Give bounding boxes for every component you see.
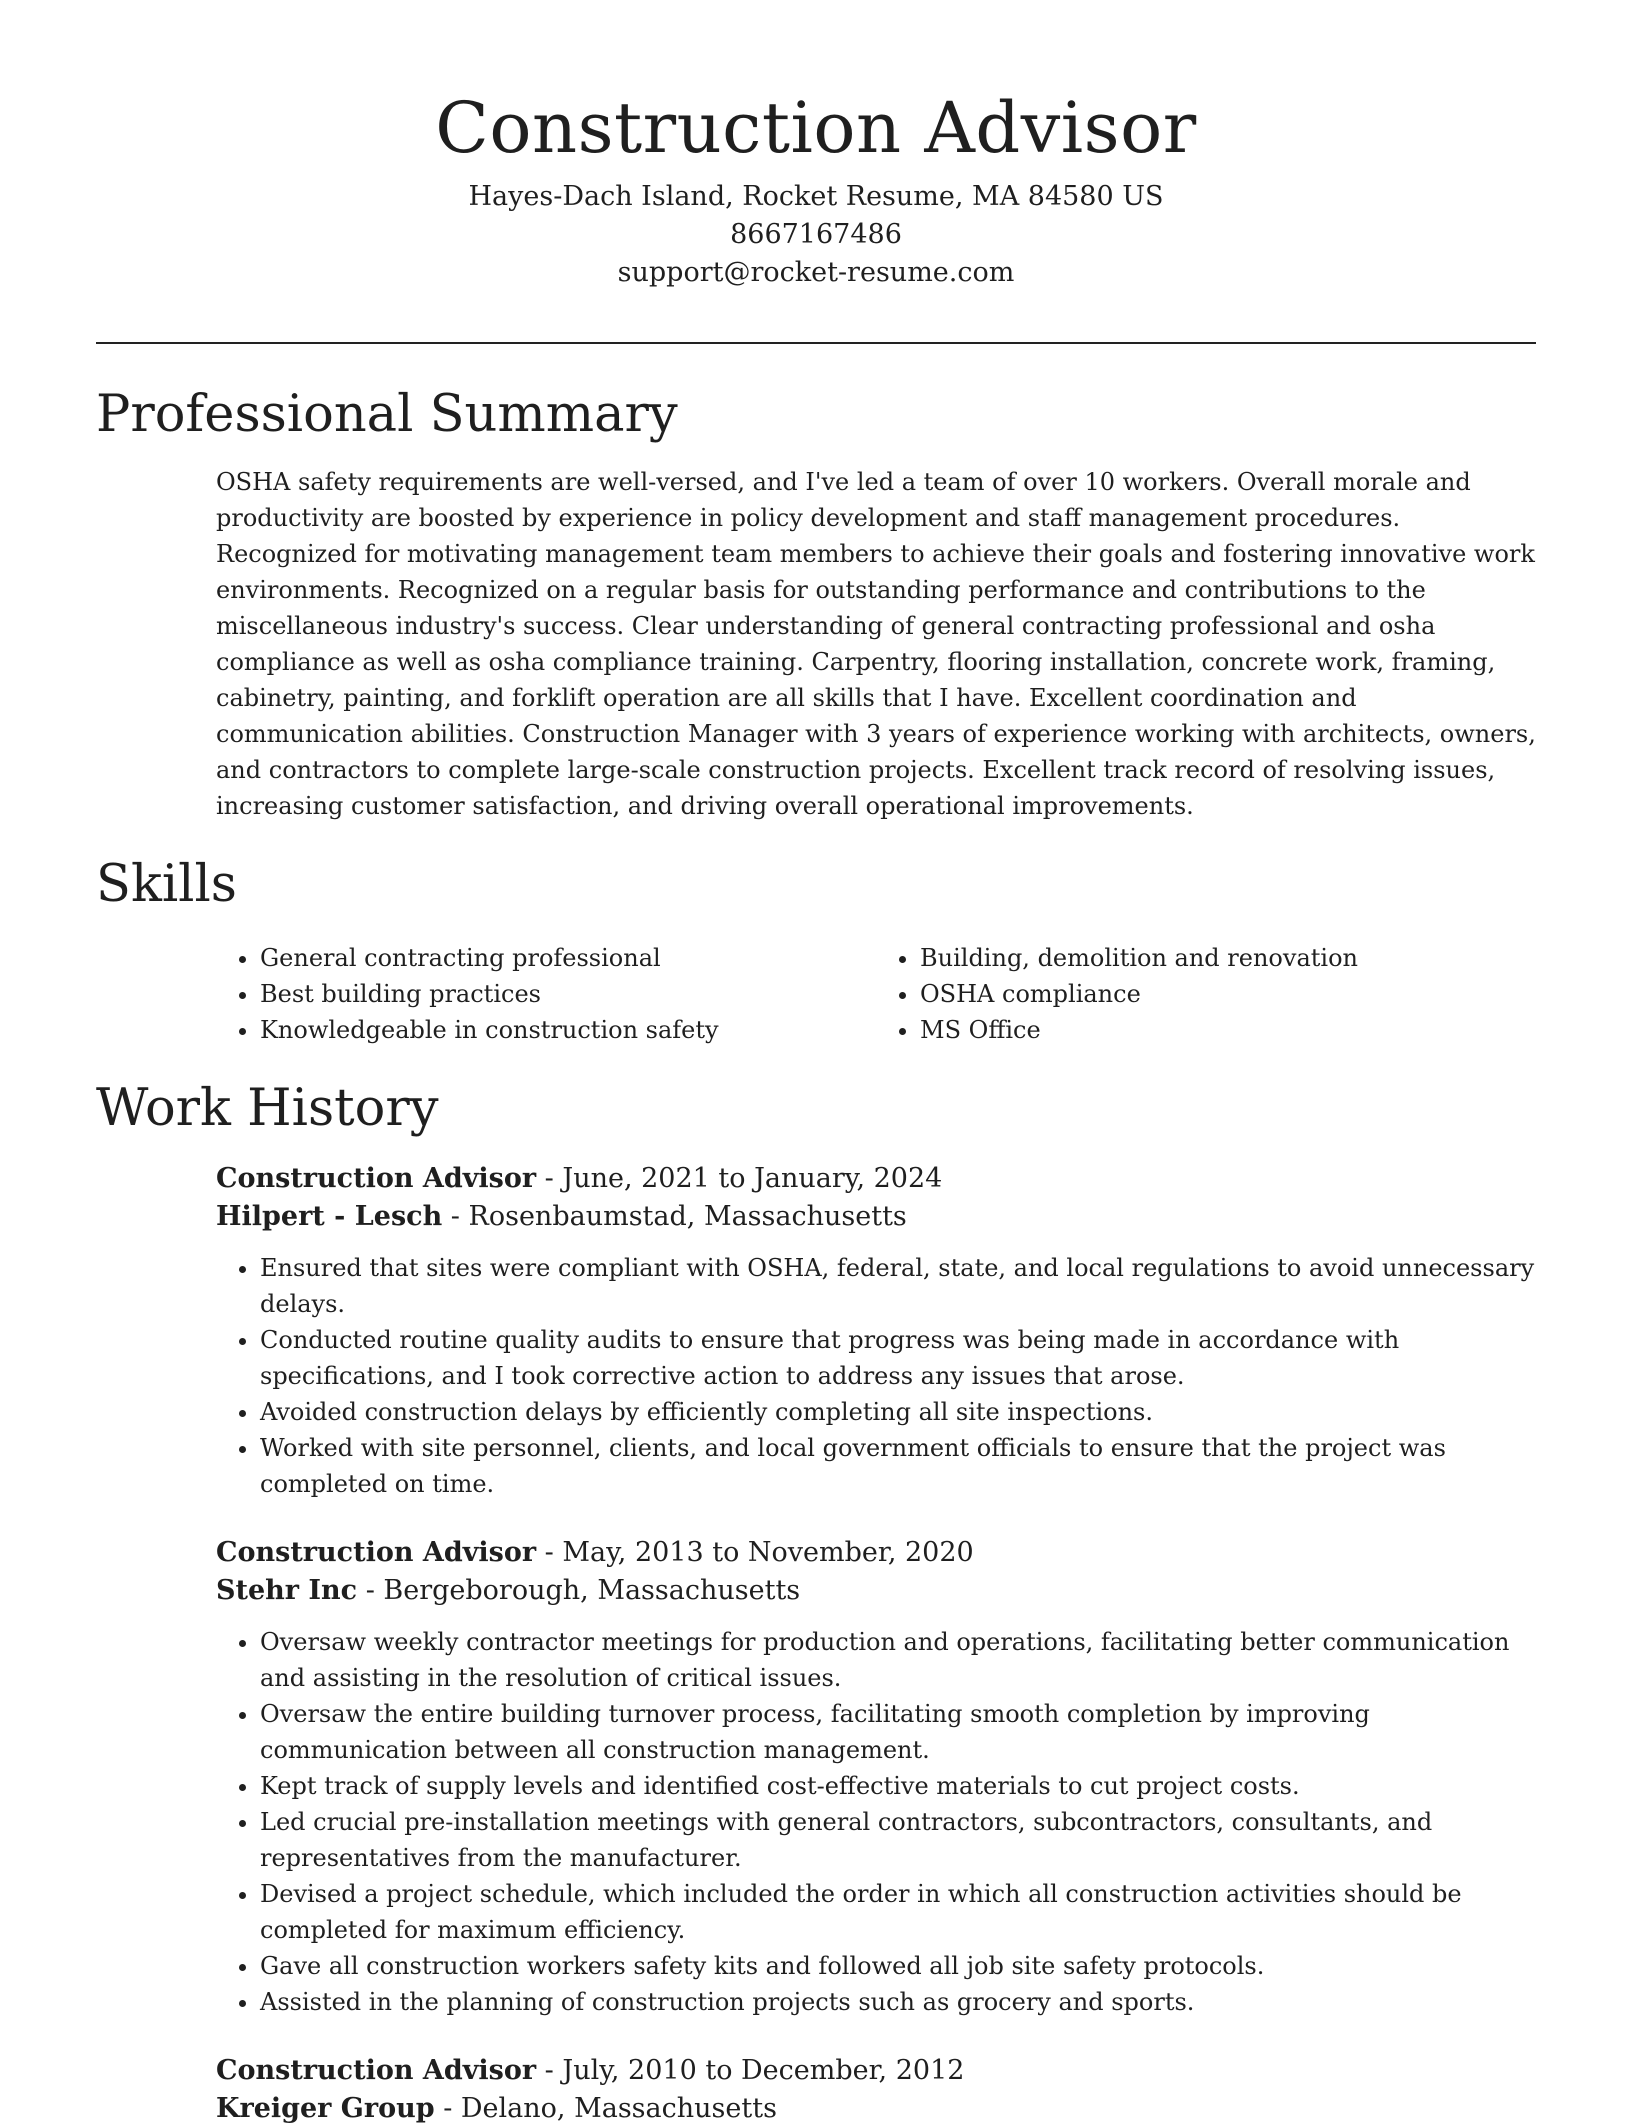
header-divider xyxy=(96,342,1536,344)
company-location: - Delano, Massachusetts xyxy=(434,2093,777,2124)
section-heading-skills: Skills xyxy=(96,855,237,914)
contact-info xyxy=(0,178,1632,292)
skill-item: • Building, demolition and renovation xyxy=(920,940,1536,976)
skill-item: • Knowledgeable in construction safety xyxy=(260,1012,876,1048)
job-bullet: • Avoided construction delays by efficiently completing all site inspections. xyxy=(260,1394,1536,1430)
company-location: - Bergeborough, Massachusetts xyxy=(357,1575,801,1606)
job-bullets xyxy=(216,1624,1536,2020)
skill-item: • General contracting professional xyxy=(260,940,876,976)
job-bullet: • Ensured that sites were compliant with OSHA, federal, state, and local regulations to avoid unnecessary delays. xyxy=(260,1250,1536,1322)
job-role: Construction Advisor xyxy=(216,1163,537,1194)
job-bullet: • Gave all construction workers safety kits and followed all job site safety protocols. xyxy=(260,1948,1536,1984)
phone-number: 8667167486 xyxy=(730,219,902,250)
candidate-name: Construction Advisor xyxy=(435,87,1197,169)
job-role: Construction Advisor xyxy=(216,1537,537,1568)
summary-text: OSHA safety requirements are well-versed, and I've led a team of over 10 workers. Overall morale and productivity are boosted by experience in policy development and staff management procedures. Recognized for motivating management team members to achieve their goals and fostering innovative work environments. Recognized on a regular basis for outstanding performance and contributions to the miscellaneous industry's success. Clear understanding of general contracting professional and osha compliance as well as osha compliance training. Carpentry, flooring installation, concrete work, framing, cabinetry, painting, and forklift operation are all skills that I have. Excellent coordination and communication abilities. Construction Manager with 3 years of experience working with architects, owners, and contractors to complete large-scale construction projects. Excellent track record of resolving issues, increasing customer satisfaction, and driving overall operational improvements. xyxy=(216,468,1536,820)
job-entry xyxy=(216,2052,1536,2128)
job-title-line xyxy=(216,1534,1536,1572)
skills-column-2 xyxy=(876,940,1536,1048)
job-dates: - July, 2010 to December, 2012 xyxy=(536,2055,965,2086)
skill-item: • Best building practices xyxy=(260,976,876,1012)
job-title-line xyxy=(216,1160,1536,1198)
skills-section xyxy=(96,848,1536,1048)
job-title-line xyxy=(216,2052,1536,2090)
job-entry xyxy=(216,1160,1536,1502)
job-company-line xyxy=(216,1572,1536,1610)
section-heading-work-history: Work History xyxy=(96,1079,439,1138)
company-location: - Rosenbaumstad, Massachusetts xyxy=(442,1201,907,1232)
company-name: Hilpert - Lesch xyxy=(216,1201,443,1232)
email-address: support@rocket-resume.com xyxy=(617,257,1015,288)
job-bullet: • Led crucial pre-installation meetings with general contractors, subcontractors, consultants, and representatives from the manufacturer. xyxy=(260,1804,1536,1876)
address: Hayes-Dach Island, Rocket Resume, MA 84580 US xyxy=(468,181,1164,212)
job-bullets xyxy=(216,1250,1536,1502)
job-bullet: • Devised a project schedule, which included the order in which all construction activities should be completed for maximum efficiency. xyxy=(260,1876,1536,1948)
job-bullet: • Worked with site personnel, clients, and local government officials to ensure that the project was completed on time. xyxy=(260,1430,1536,1502)
job-company-line xyxy=(216,1198,1536,1236)
skill-item: • MS Office xyxy=(920,1012,1536,1048)
skill-item: • OSHA compliance xyxy=(920,976,1536,1012)
section-heading-summary: Professional Summary xyxy=(96,385,678,444)
professional-summary-section xyxy=(96,378,1536,824)
work-history-section xyxy=(96,1072,1536,2128)
skills-column-1 xyxy=(216,940,876,1048)
skills-list xyxy=(216,940,1536,1048)
job-role: Construction Advisor xyxy=(216,2055,537,2086)
job-bullet: • Conducted routine quality audits to ensure that progress was being made in accordance with specifications, and I took corrective action to address any issues that arose. xyxy=(260,1322,1536,1394)
job-bullet: • Oversaw the entire building turnover process, facilitating smooth completion by improving communication between all construction management. xyxy=(260,1696,1536,1768)
resume-body xyxy=(96,378,1536,2128)
job-dates: - June, 2021 to January, 2024 xyxy=(536,1163,943,1194)
job-dates: - May, 2013 to November, 2020 xyxy=(536,1537,974,1568)
company-name: Kreiger Group xyxy=(216,2093,435,2124)
job-entry xyxy=(216,1534,1536,2020)
job-company-line xyxy=(216,2090,1536,2128)
resume-header xyxy=(0,0,1632,292)
company-name: Stehr Inc xyxy=(216,1575,358,1606)
job-bullet: • Oversaw weekly contractor meetings for production and operations, facilitating better communication and assisting in the resolution of critical issues. xyxy=(260,1624,1536,1696)
job-bullet: • Assisted in the planning of construction projects such as grocery and sports. xyxy=(260,1984,1536,2020)
job-bullet: • Kept track of supply levels and identified cost-effective materials to cut project costs. xyxy=(260,1768,1536,1804)
